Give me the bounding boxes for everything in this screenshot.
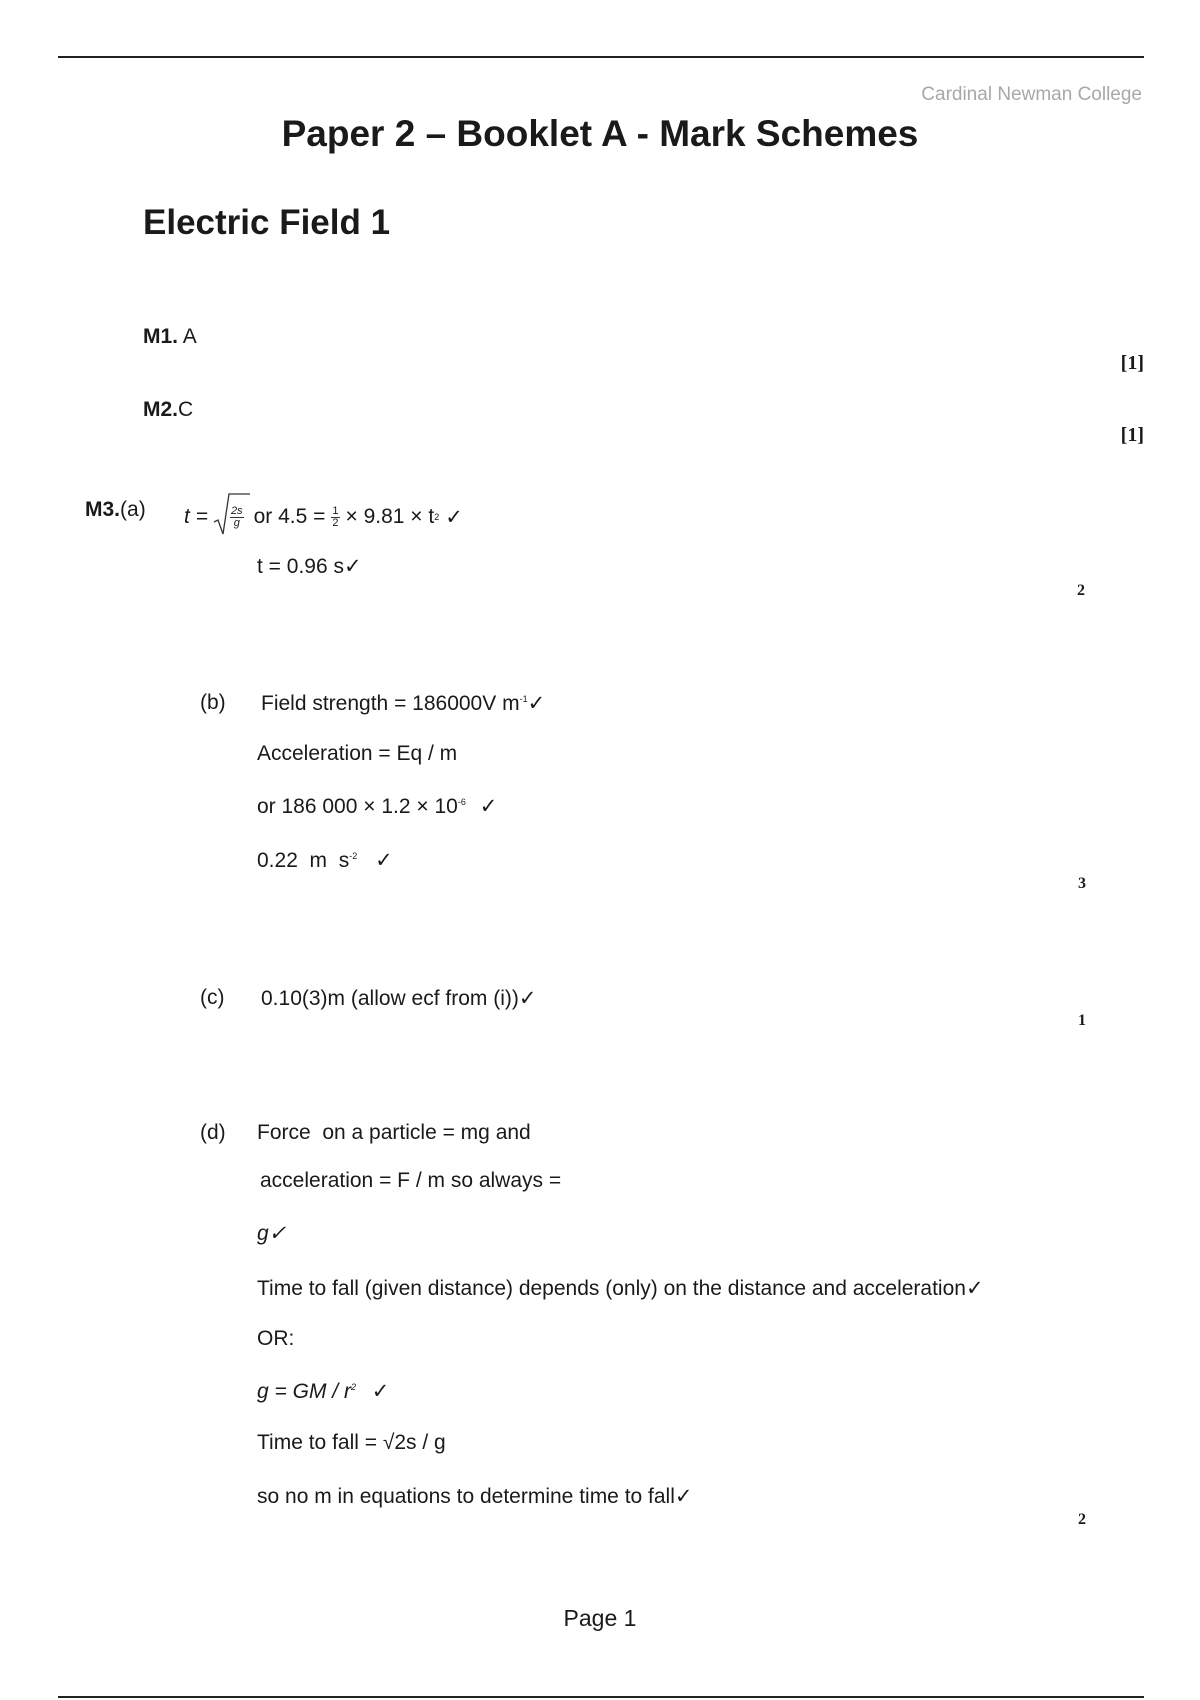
tick: ✓ — [371, 1380, 390, 1403]
answer: A — [182, 325, 197, 348]
answer-line: OR: — [257, 1327, 295, 1350]
question-m2 — [143, 398, 193, 422]
line-text: g = GM / r — [257, 1380, 351, 1403]
answer-line: g✓ — [257, 1222, 287, 1245]
fraction-numerator: 1 — [332, 504, 339, 517]
equation-lhs: t = — [184, 505, 208, 528]
page-title: Paper 2 – Booklet A - Mark Schemes — [281, 113, 919, 154]
sqrt-fraction — [230, 506, 244, 529]
answer: C — [178, 398, 194, 421]
mark-m3a: 2 — [1077, 582, 1085, 599]
part-label: (d) — [200, 1121, 226, 1144]
answer-line: Acceleration = Eq / m — [257, 742, 458, 765]
answer-line — [257, 848, 393, 873]
exponent: 2 — [350, 1382, 356, 1392]
tick: ✓ — [375, 849, 393, 872]
part-label: (a) — [120, 498, 146, 521]
exponent: -1 — [519, 694, 528, 704]
line-text: or 186 000 × 1.2 × 10 — [257, 795, 458, 818]
mark-m3c: 1 — [1078, 1012, 1086, 1029]
exponent: -6 — [457, 797, 466, 807]
question-label: M1. — [143, 325, 179, 348]
line-text: 0.22 m s — [257, 849, 350, 872]
mark-m1: [1] — [1120, 352, 1144, 374]
exponent: -2 — [349, 851, 358, 861]
college-name: Cardinal Newman College — [921, 84, 1142, 105]
bottom-rule — [58, 1696, 1144, 1698]
part-label: (c) — [200, 986, 225, 1009]
answer-line: Time to fall (given distance) depends (only) on the distance and acceleration✓ — [257, 1277, 984, 1300]
fraction-denominator: 2 — [332, 516, 339, 529]
question-m1 — [143, 325, 197, 349]
mark-m2: [1] — [1120, 424, 1144, 446]
equation-rest: × 9.81 × t — [345, 505, 435, 528]
answer-line: t = 0.96 s✓ — [257, 555, 362, 578]
fraction-denominator: g — [233, 516, 240, 529]
answer-line — [257, 1379, 389, 1404]
answer-line — [257, 794, 497, 819]
page-number: Page 1 — [563, 1605, 637, 1631]
tick: ✓ — [445, 505, 463, 529]
mark-m3b: 3 — [1078, 875, 1086, 892]
answer-line: Force on a particle = mg and — [257, 1121, 531, 1144]
answer-line: acceleration = F / m so always = — [260, 1169, 562, 1192]
answer-line: 0.10(3)m (allow ecf from (i))✓ — [261, 987, 537, 1010]
section-title: Electric Field 1 — [143, 203, 391, 242]
answer-line: so no m in equations to determine time to fall✓ — [257, 1485, 693, 1508]
answer-line: Time to fall = √2s / g — [257, 1431, 446, 1454]
part-label: (b) — [200, 691, 226, 714]
equation-line — [184, 490, 463, 544]
mark-m3d: 2 — [1078, 1511, 1086, 1528]
tick: ✓ — [527, 692, 546, 715]
question-label: M2. — [143, 398, 179, 421]
line-text: Field strength = 186000V m — [261, 692, 520, 715]
equation-or: or 4.5 = — [253, 505, 326, 528]
question-label: M3. — [85, 498, 121, 521]
tick: ✓ — [479, 795, 498, 818]
half-fraction — [331, 506, 339, 529]
fraction-numerator: 2s — [230, 504, 243, 517]
answer-line — [261, 691, 545, 716]
exponent: 2 — [434, 512, 440, 522]
top-rule — [58, 56, 1144, 58]
question-m3 — [85, 498, 146, 522]
